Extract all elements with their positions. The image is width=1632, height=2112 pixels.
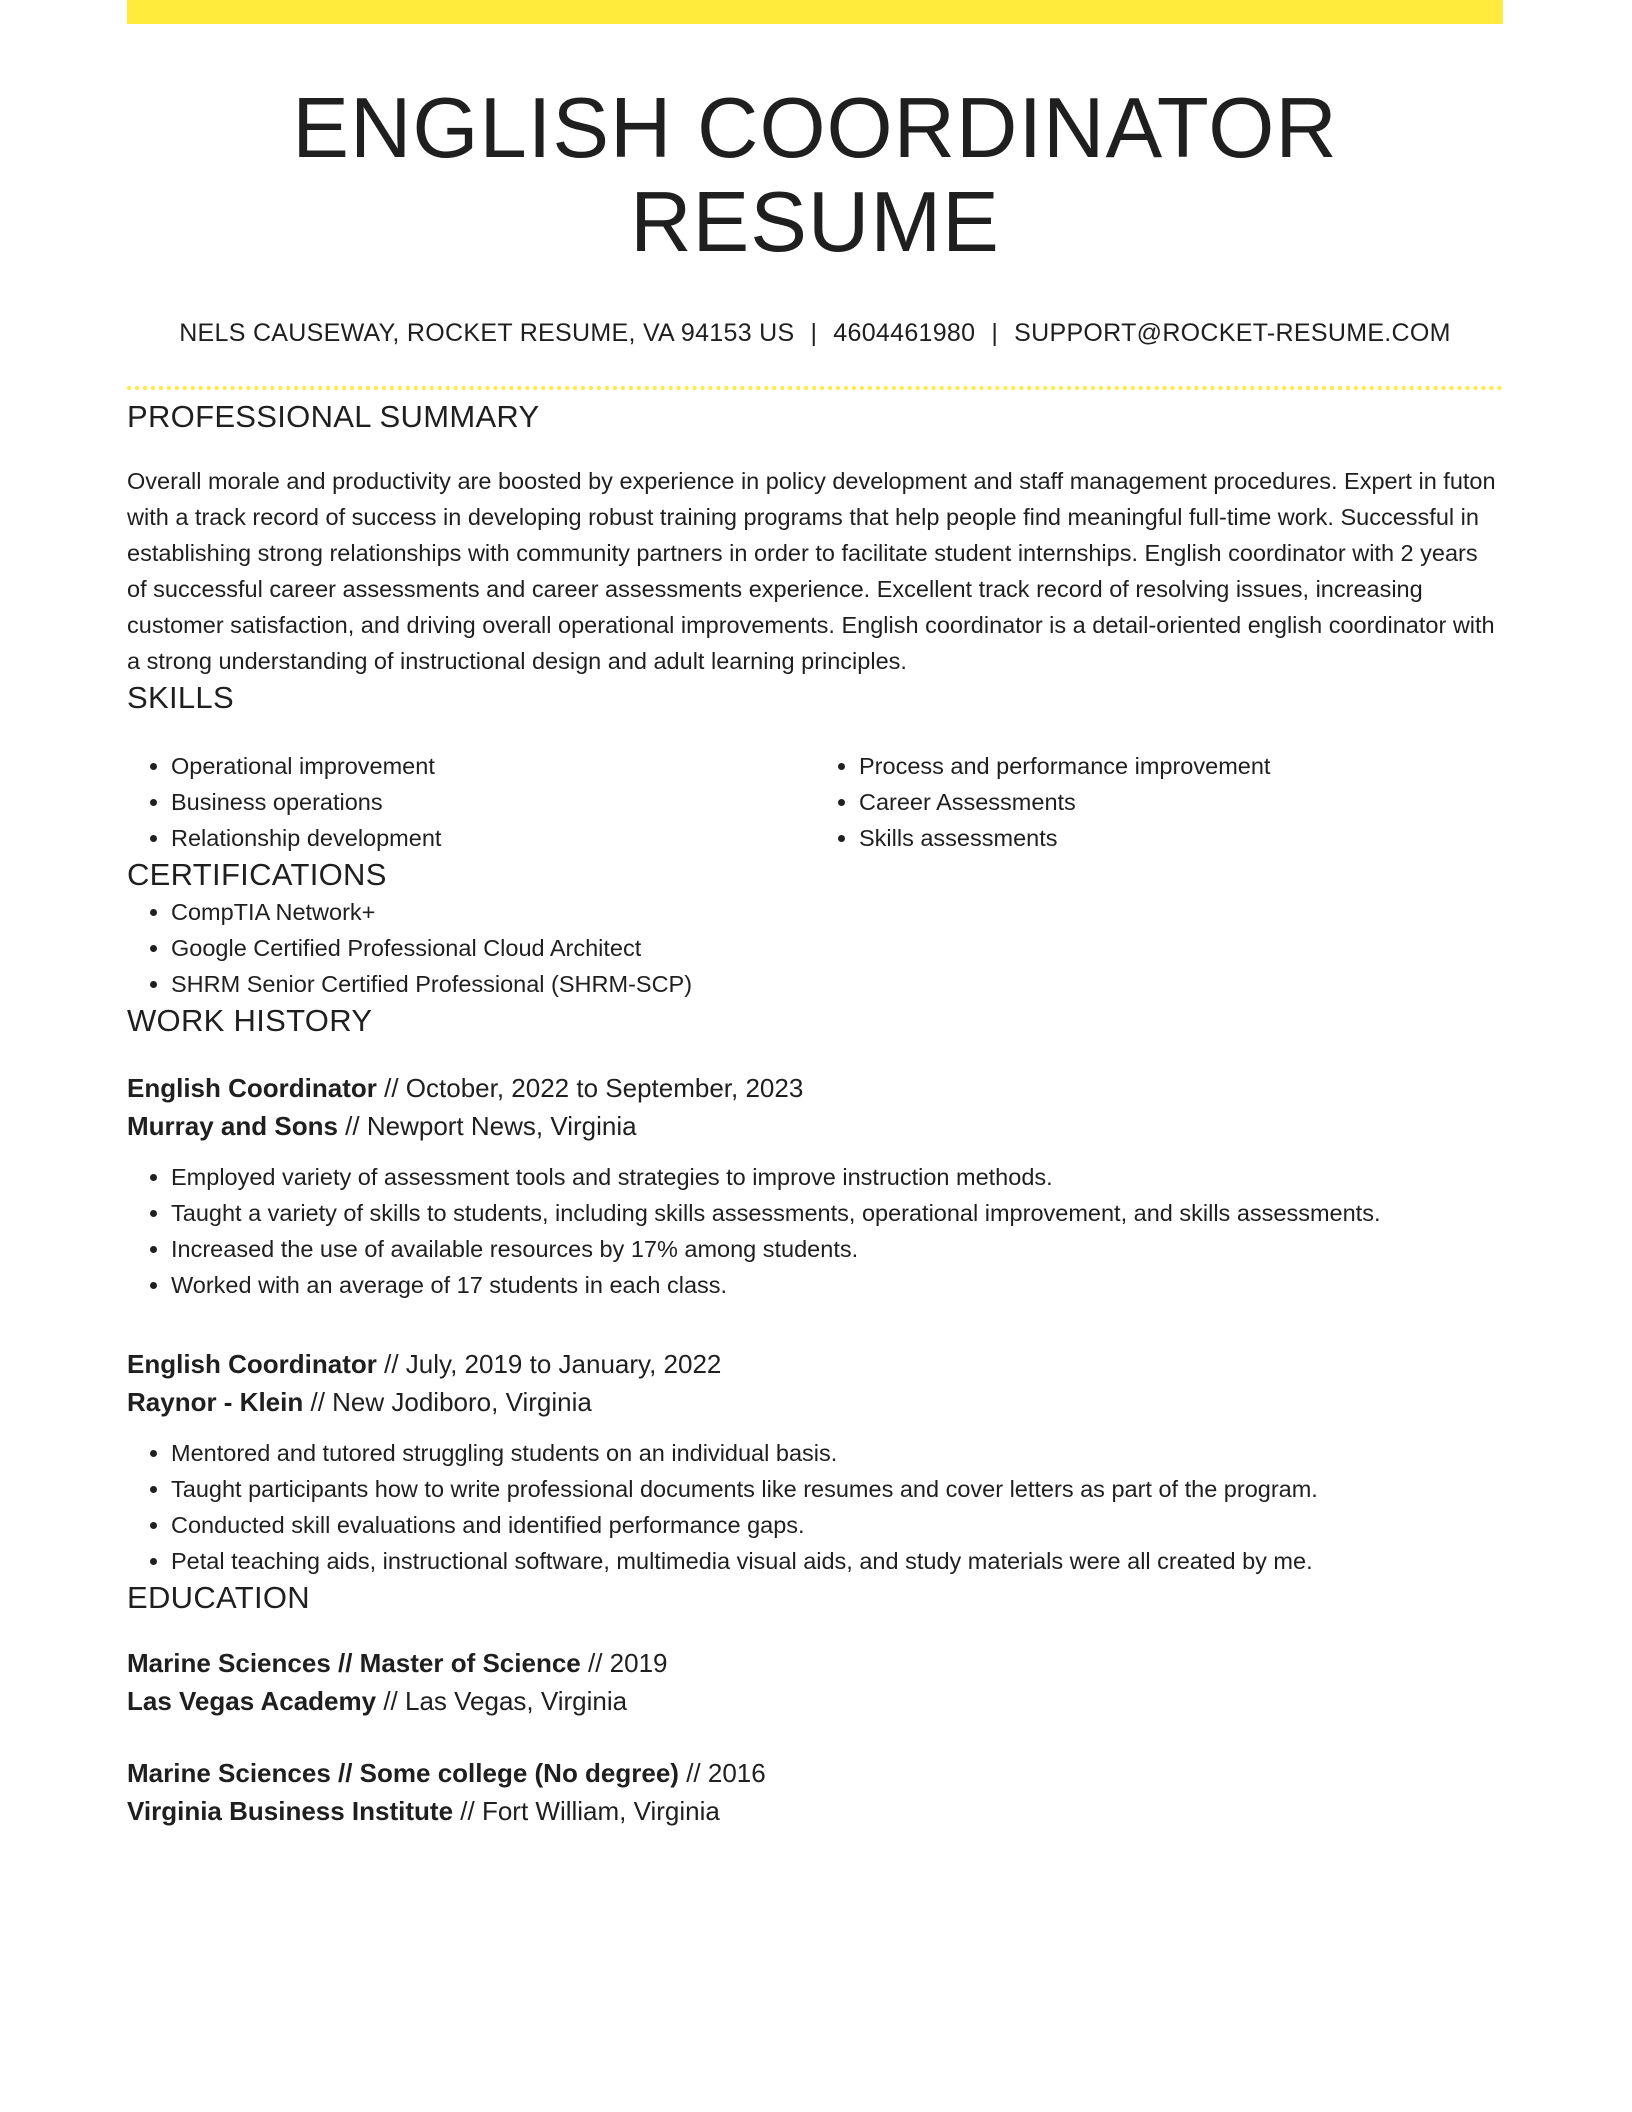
- certifications-heading: CERTIFICATIONS: [127, 857, 387, 893]
- skill-item: • Process and performance improvement: [859, 748, 1503, 784]
- job-bullet: • Taught participants how to write professional documents like resumes and cover letters as part of the program.: [171, 1471, 1503, 1507]
- work-history-heading: WORK HISTORY: [127, 1002, 373, 1038]
- contact-address: NELS CAUSEWAY, ROCKET RESUME, VA 94153 US: [179, 319, 795, 347]
- certification-item: • SHRM Senior Certified Professional (SHRM-SCP): [171, 966, 1503, 1002]
- job-location: // Newport News, Virginia: [345, 1110, 637, 1141]
- resume-page: [127, 0, 1503, 1830]
- education-school: Las Vegas Academy: [127, 1685, 377, 1716]
- education-degree: Marine Sciences // Master of Science: [127, 1647, 581, 1678]
- education-year: // 2016: [686, 1757, 766, 1788]
- job-location: // New Jodiboro, Virginia: [310, 1386, 592, 1417]
- job-company-line: [127, 1383, 1503, 1421]
- education-entry: [127, 1644, 1503, 1720]
- contact-separator: |: [810, 319, 818, 347]
- accent-top-bar: [127, 0, 1503, 24]
- skills-left-list: [127, 748, 815, 856]
- job-bullet: • Worked with an average of 17 students in each class.: [171, 1267, 1503, 1303]
- education-school: Virginia Business Institute: [127, 1795, 454, 1826]
- summary-heading: PROFESSIONAL SUMMARY: [127, 399, 540, 434]
- education-degree: Marine Sciences // Some college (No degree): [127, 1757, 679, 1788]
- skill-item: • Operational improvement: [171, 748, 815, 784]
- job-company: Murray and Sons: [127, 1110, 338, 1141]
- skills-grid: [127, 748, 1503, 856]
- education-school-line: [127, 1792, 1503, 1830]
- education-location: // Las Vegas, Virginia: [383, 1685, 628, 1716]
- job-bullet: • Employed variety of assessment tools and strategies to improve instruction methods.: [171, 1159, 1503, 1195]
- skills-heading: SKILLS: [127, 680, 234, 716]
- skills-right-list: [815, 748, 1503, 856]
- skill-item: • Career Assessments: [859, 784, 1503, 820]
- certification-item: • CompTIA Network+: [171, 894, 1503, 930]
- education-year: // 2019: [588, 1647, 668, 1678]
- job-bullets: [127, 1435, 1503, 1579]
- job-bullet: • Increased the use of available resources by 17% among students.: [171, 1231, 1503, 1267]
- contact-email: SUPPORT@ROCKET-RESUME.COM: [1014, 319, 1451, 347]
- education-entry: [127, 1754, 1503, 1830]
- job-entry: [127, 1069, 1503, 1303]
- skill-item: • Business operations: [171, 784, 815, 820]
- education-heading: EDUCATION: [127, 1579, 310, 1615]
- education-school-line: [127, 1682, 1503, 1720]
- resume-title: ENGLISH COORDINATOR RESUME: [292, 81, 1338, 270]
- skill-item: • Skills assessments: [859, 820, 1503, 856]
- education-degree-line: [127, 1644, 1503, 1682]
- job-bullet: • Mentored and tutored struggling students on an individual basis.: [171, 1435, 1503, 1471]
- summary-text: Overall morale and productivity are boosted by experience in policy development and staff management procedures. Expert in futon with a track record of success in developing robust training programs that help people find meaningful full-time work. Successful in establishing strong relationships with community partners in order to facilitate student internships. English coordinator with 2 years of successful career assessments and career assessments experience. Excellent track record of resolving issues, increasing customer satisfaction, and driving overall operational improvements. English coordinator is a detail-oriented english coordinator with a strong understanding of instructional design and adult learning principles.: [127, 468, 1496, 675]
- job-bullet: • Conducted skill evaluations and identified performance gaps.: [171, 1507, 1503, 1543]
- contact-line: [127, 319, 1503, 348]
- job-bullet: • Taught a variety of skills to students, including skills assessments, operational improvement, and skills assessments.: [171, 1195, 1503, 1231]
- job-entry: [127, 1345, 1503, 1579]
- job-bullet: • Petal teaching aids, instructional software, multimedia visual aids, and study materials were all created by me.: [171, 1543, 1503, 1579]
- job-title: English Coordinator: [127, 1348, 377, 1379]
- job-title-line: [127, 1069, 1503, 1107]
- job-title: English Coordinator: [127, 1072, 377, 1103]
- contact-phone: 4604461980: [833, 319, 976, 347]
- job-bullets: [127, 1159, 1503, 1303]
- job-company-line: [127, 1107, 1503, 1145]
- certifications-list: [127, 894, 1503, 1002]
- education-degree-line: [127, 1754, 1503, 1792]
- job-dates: // July, 2019 to January, 2022: [384, 1348, 722, 1379]
- job-company: Raynor - Klein: [127, 1386, 304, 1417]
- job-title-line: [127, 1345, 1503, 1383]
- education-location: // Fort William, Virginia: [460, 1795, 720, 1826]
- certification-item: • Google Certified Professional Cloud Architect: [171, 930, 1503, 966]
- skill-item: • Relationship development: [171, 820, 815, 856]
- dotted-divider: [127, 386, 1503, 390]
- contact-separator: |: [991, 319, 999, 347]
- job-dates: // October, 2022 to September, 2023: [384, 1072, 804, 1103]
